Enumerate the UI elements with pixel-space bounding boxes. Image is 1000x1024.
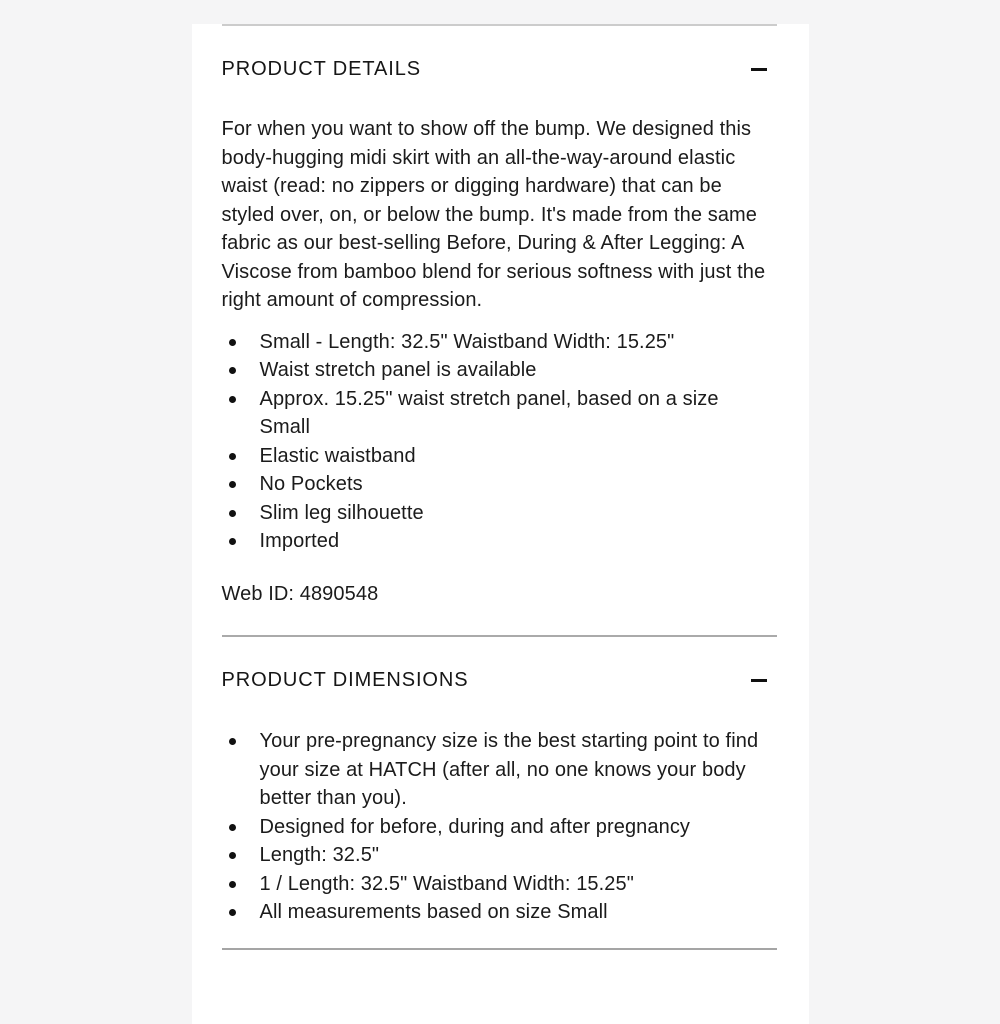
bullet-dot-icon <box>229 824 236 831</box>
product-info-panel <box>192 24 809 1024</box>
section-title-product-details: PRODUCT DETAILS <box>221 58 421 80</box>
bullet-text: Slim leg silhouette <box>259 501 424 524</box>
bullet-dot-icon <box>229 738 236 745</box>
bullet-item <box>222 841 777 870</box>
product-dimensions-bullet-list <box>222 727 777 927</box>
bullet-text: Waist stretch panel is available <box>259 359 537 381</box>
section-divider-bottom <box>222 948 777 950</box>
bullet-text: Approx. 15.25" waist stretch panel, based on a size Small <box>259 387 719 438</box>
bullet-dot-icon <box>229 339 236 346</box>
bullet-dot-icon <box>229 538 236 545</box>
bullet-item <box>222 442 777 471</box>
product-details-bullet-list <box>222 328 777 556</box>
section-header-product-details[interactable] <box>222 58 777 81</box>
collapse-minus-icon[interactable] <box>751 68 767 72</box>
bullet-item <box>222 385 777 442</box>
bullet-dot-icon <box>229 909 236 916</box>
bullet-item <box>222 727 777 813</box>
section-title-product-dimensions: PRODUCT DIMENSIONS <box>221 669 469 691</box>
product-description: For when you want to show off the bump. We designed this body-hugging midi skirt with an all-the-way-around elastic waist (read: no zippers or digging hardware) that can be styled over, on, or below the bump. It's made from the same fabric as our best-selling Before, During & After Legging: A Viscose from bamboo blend for serious softness with just the right amount of compression. <box>221 118 766 311</box>
bullet-dot-icon <box>229 481 236 488</box>
web-id: Web ID: 4890548 <box>221 582 379 605</box>
page-background <box>0 24 1000 1024</box>
bullet-dot-icon <box>229 367 236 374</box>
bullet-item <box>222 870 777 899</box>
bullet-item <box>222 499 777 528</box>
bullet-text: All measurements based on size Small <box>259 901 608 923</box>
bullet-text: Length: 32.5" <box>259 844 380 866</box>
bullet-text: Imported <box>259 530 340 552</box>
bullet-text: No Pockets <box>259 473 363 495</box>
collapse-minus-icon[interactable] <box>751 679 767 683</box>
bullet-item <box>222 898 777 927</box>
bullet-text: Elastic waistband <box>259 444 416 467</box>
bullet-item <box>222 356 777 385</box>
bullet-text: Your pre-pregnancy size is the best starting point to find your size at HATCH (after all, no one knows your body better than you). <box>259 730 759 809</box>
bullet-text: Small - Length: 32.5" Waistband Width: 15.25" <box>259 330 675 353</box>
bullet-item <box>222 813 777 842</box>
bullet-dot-icon <box>229 852 236 859</box>
bullet-item <box>222 328 777 357</box>
bullet-dot-icon <box>229 453 236 460</box>
bullet-item <box>222 470 777 499</box>
bullet-text: 1 / Length: 32.5" Waistband Width: 15.25" <box>259 872 634 895</box>
section-divider-top <box>222 24 777 26</box>
bullet-item <box>222 527 777 556</box>
bullet-dot-icon <box>229 510 236 517</box>
section-divider-middle <box>222 635 777 637</box>
bullet-text: Designed for before, during and after pregnancy <box>259 815 691 838</box>
section-header-product-dimensions[interactable] <box>222 669 777 692</box>
bullet-dot-icon <box>229 396 236 403</box>
bullet-dot-icon <box>229 881 236 888</box>
